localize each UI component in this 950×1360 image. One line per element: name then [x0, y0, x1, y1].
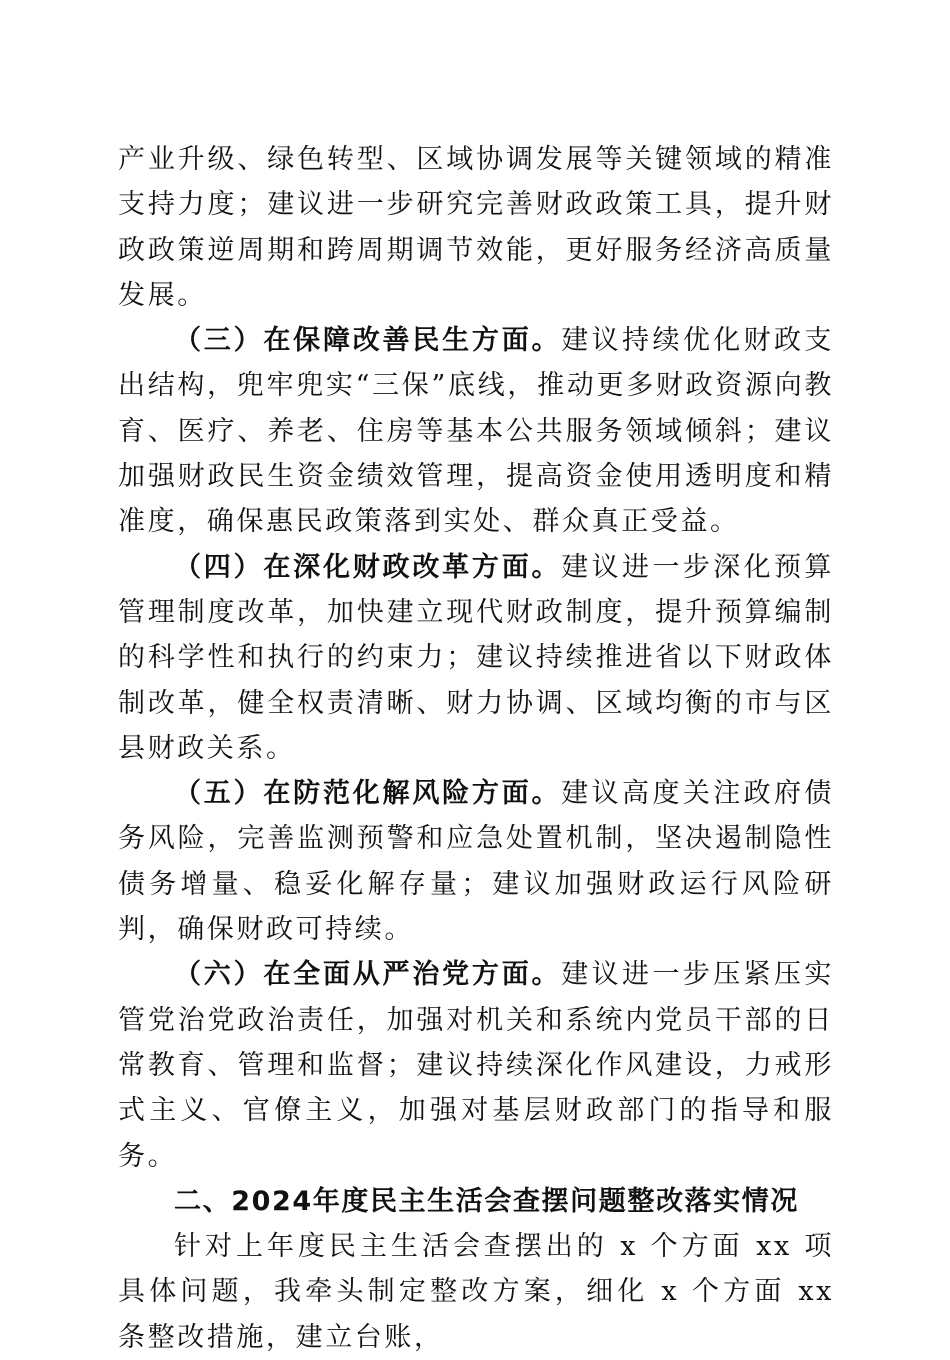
paragraph-party-governance	[118, 952, 834, 1178]
paragraph-lead: （三）在保障改善民生方面。	[174, 325, 562, 357]
paragraph-text: 建议进一步深化预算管理制度改革，加快建立现代财政制度，提升预算编制的科学性和执行的约束力；建议持续推进省以下财政体制改革，健全权责清晰、财力协调、区域均衡的市与区县财政关系。	[118, 551, 835, 764]
paragraph-text: 针对上年度民主生活会查摆出的 x 个方面 xx 项具体问题，我牵头制定整改方案，细化 x 个方面 xx 条整改措施，建立台账，	[118, 1231, 834, 1353]
paragraph-lead: （六）在全面从严治党方面。	[174, 959, 562, 991]
paragraph-livelihood	[118, 318, 834, 544]
paragraph-lead: （四）在深化财政改革方面。	[174, 551, 562, 583]
document-body	[118, 137, 834, 1360]
paragraph-text: 建议进一步压紧压实管党治党政治责任，加强对机关和系统内党员干部的日常教育、管理和监督；建议持续深化作风建设，力戒形式主义、官僚主义，加强对基层财政部门的指导和服务。	[118, 959, 835, 1172]
paragraph-text: 建议高度关注政府债务风险，完善监测预警和应急处置机制，坚决遏制隐性债务增量、稳妥化解存量；建议加强财政运行风险研判，确保财政可持续。	[118, 778, 835, 946]
paragraph-lead: （五）在防范化解风险方面。	[174, 778, 562, 810]
paragraph-fiscal-reform	[118, 545, 834, 771]
section-heading: 二、2024年度民主生活会查摆问题整改落实情况	[174, 1185, 799, 1217]
paragraph-risk	[118, 771, 834, 952]
paragraph-rectification	[118, 1224, 834, 1360]
paragraph-text: 产业升级、绿色转型、区域协调发展等关键领域的精准支持力度；建议进一步研究完善财政政策工具，提升财政政策逆周期和跨周期调节效能，更好服务经济高质量发展。	[118, 144, 834, 311]
paragraph-continuation	[118, 137, 834, 318]
paragraph-text: 建议持续优化财政支出结构，兜牢兜实“三保”底线，推动更多财政资源向教育、医疗、养老、住房等基本公共服务领域倾斜；建议加强财政民生资金绩效管理，提高资金使用透明度和精准度，确保惠民政策落到实处、群众真正受益。	[118, 325, 835, 538]
